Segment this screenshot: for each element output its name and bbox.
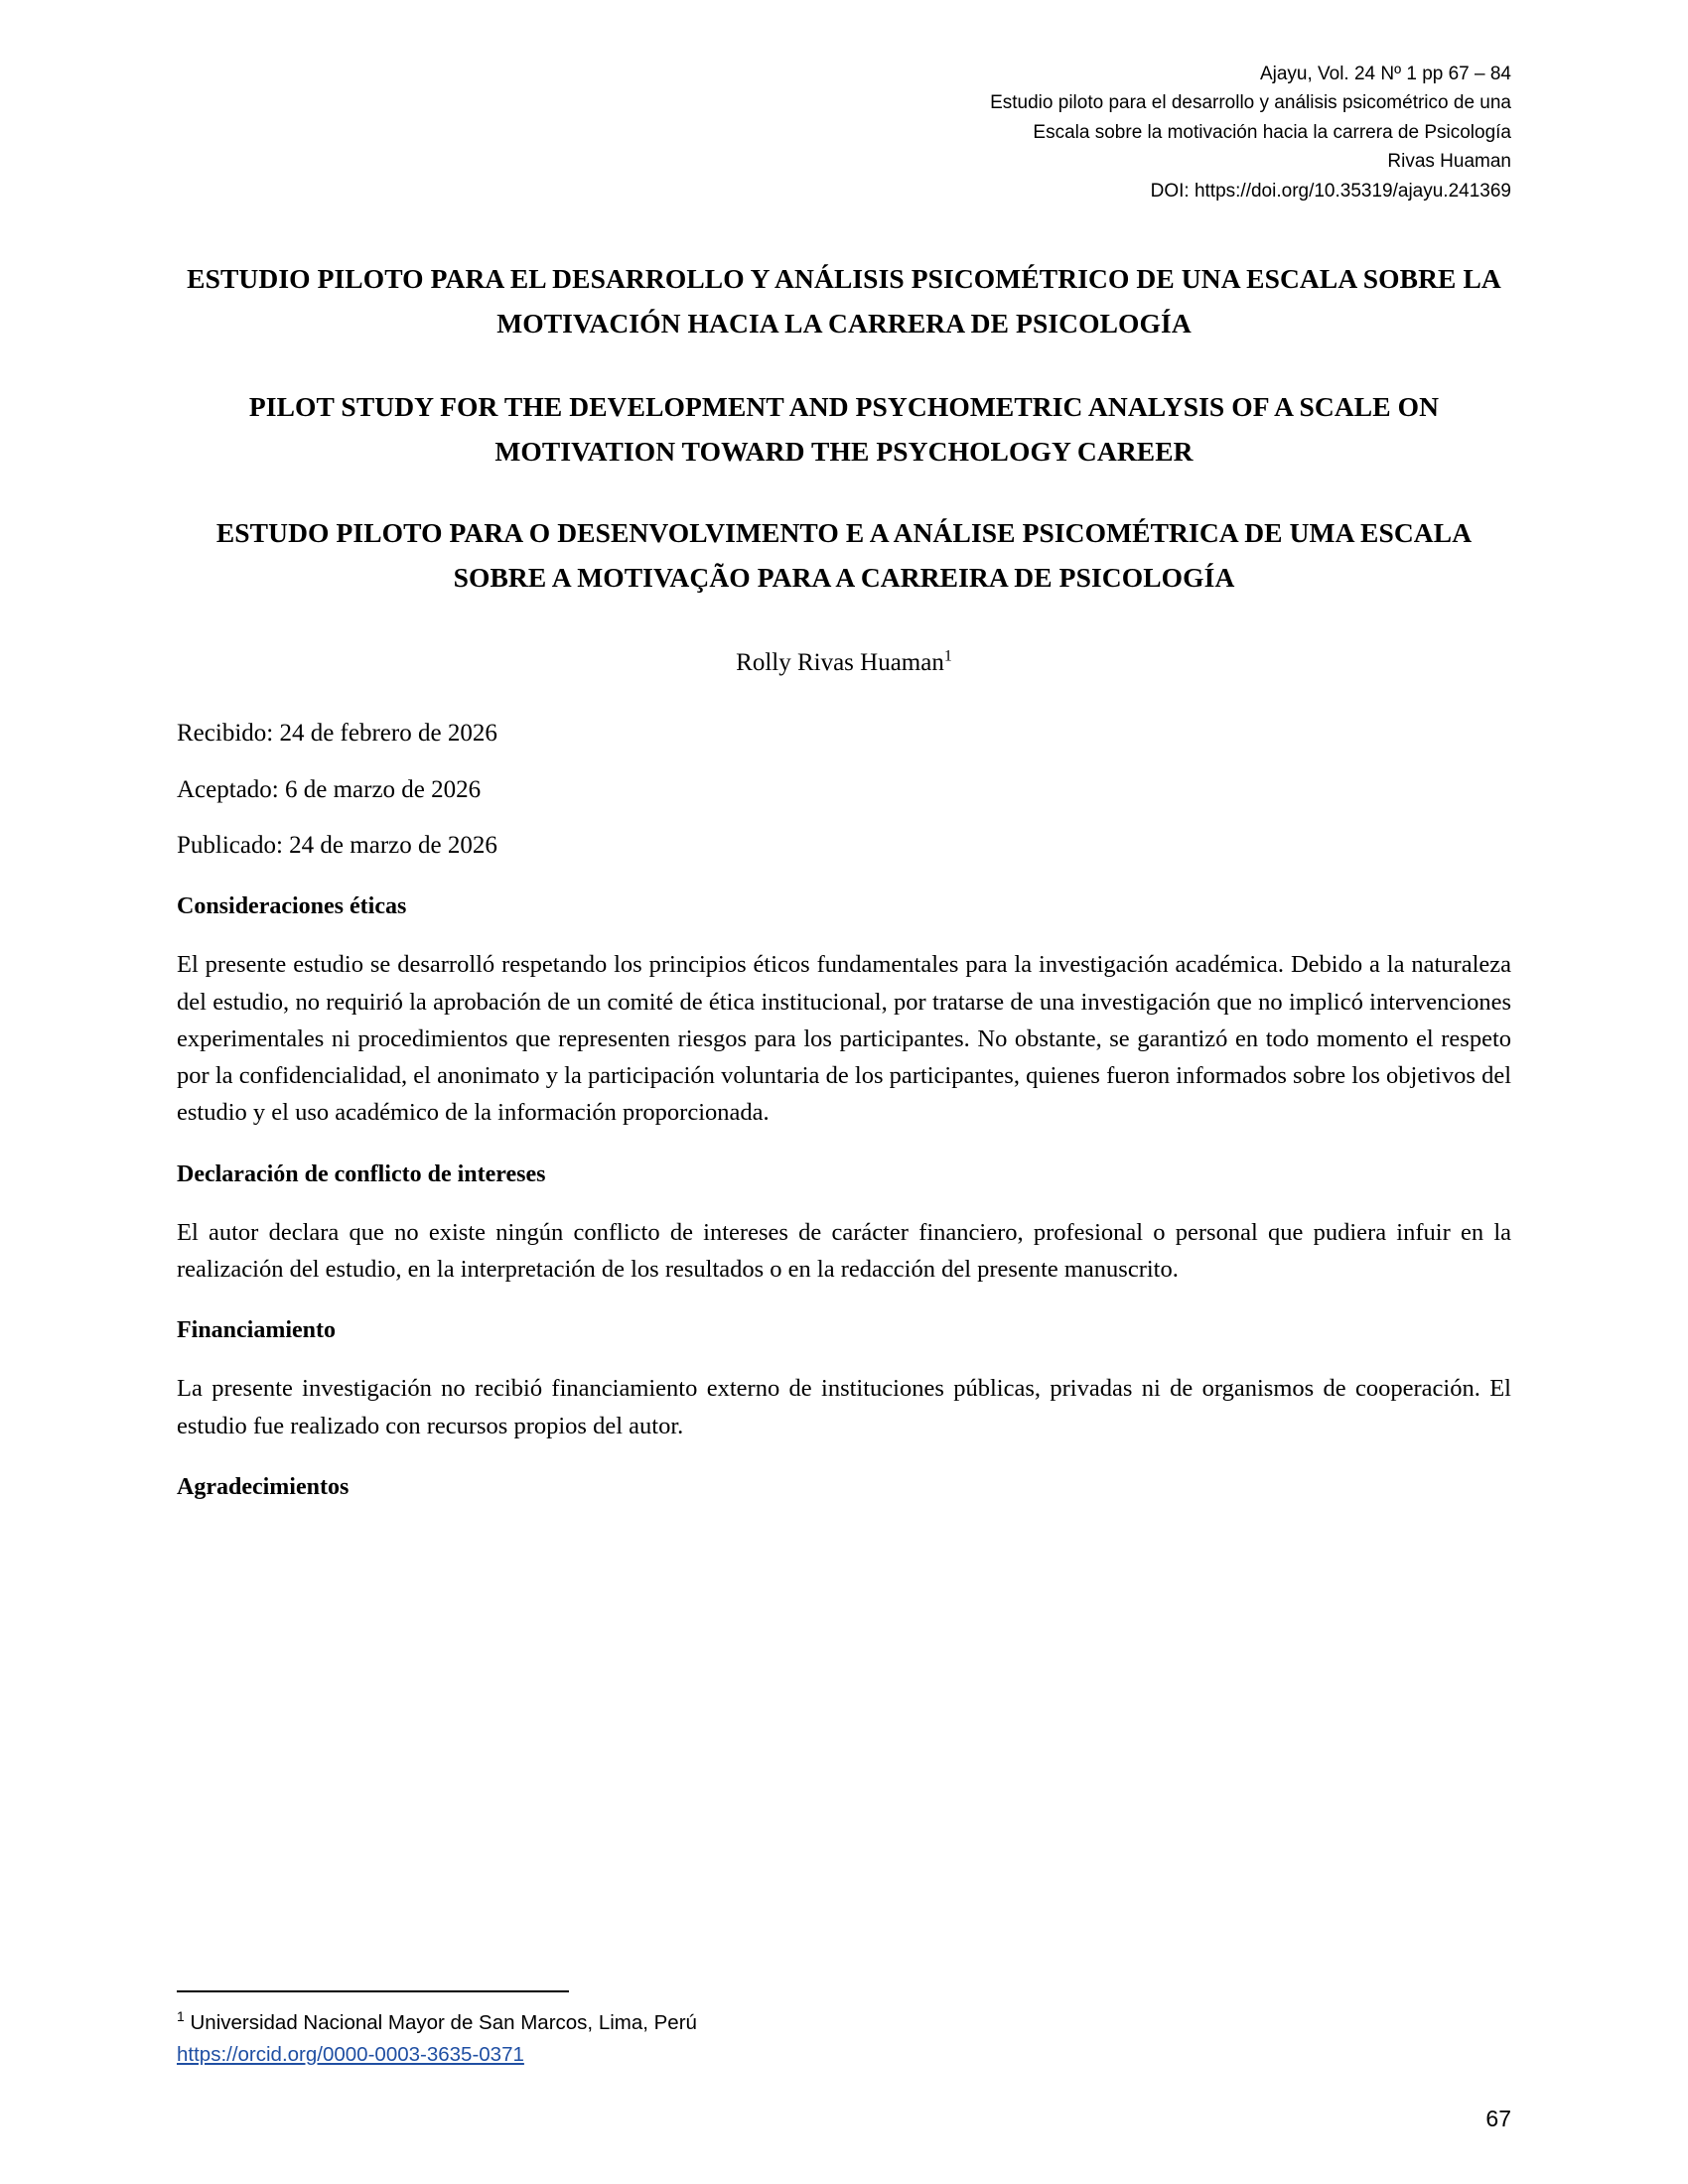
section-text-conflict: El autor declara que no existe ningún conflicto de intereses de carácter financiero, profesional o personal que pudiera infuir en la realización del estudio, en la interpretación de los resultados o en la redacción del presente manuscrito. — [177, 1218, 1511, 1283]
section-heading-ethics: Consideraciones éticas — [177, 893, 407, 920]
running-head — [177, 60, 1511, 205]
page-number: 67 — [1485, 2106, 1511, 2131]
section-text-funding: La presente investigación no recibió financiamiento externo de instituciones públicas, privadas ni de organismos de cooperación. El estudio fue realizado con recursos propios del autor. — [177, 1375, 1511, 1439]
title-english: PILOT STUDY FOR THE DEVELOPMENT AND PSYCHOMETRIC ANALYSIS OF A SCALE ON MOTIVATION TOWARD THE PSYCHOLOGY CAREER — [248, 391, 1440, 467]
author-affiliation-marker: 1 — [943, 648, 952, 666]
date-received: Recibido: 24 de febrero de 2026 — [177, 720, 497, 748]
author-name: Rolly Rivas Huaman — [736, 649, 944, 677]
running-head-line-2: Estudio piloto para el desarrollo y análisis psicométrico de una — [990, 92, 1511, 114]
footnote-separator-rule — [177, 1990, 569, 1992]
section-text-ethics: El presente estudio se desarrolló respetando los principios éticos fundamentales para la investigación académica. Debido a la naturaleza del estudio, no requirió la aprobación de un comité de ética institucional, por tratarse de una investigación que no implicó intervenciones experimentales ni procedimientos que representen riesgos para los participantes. No obstante, se garantizó en todo momento el respeto por la confidencialidad, el anonimato y la participación voluntaria de los participantes, quienes fueron informados sobre los objetivos del estudio y el uso académico de la información proporcionada. — [177, 951, 1511, 1127]
title-portuguese: ESTUDO PILOTO PARA O DESENVOLVIMENTO E A ANÁLISE PSICOMÉTRICA DE UMA ESCALA SOBRE A MOTIVAÇÃO PARA A CARREIRA DE PSICOLOGÍA — [215, 517, 1473, 593]
title-spanish: ESTUDIO PILOTO PARA EL DESARROLLO Y ANÁLISIS PSICOMÉTRICO DE UNA ESCALA SOBRE LA MOTIVACIÓN HACIA LA CARRERA DE PSICOLOGÍA — [187, 263, 1501, 339]
orcid-link[interactable]: https://orcid.org/0000-0003-3635-0371 — [177, 2043, 524, 2066]
author-line — [177, 645, 1511, 680]
title-block — [177, 257, 1511, 600]
section-heading-funding: Financiamiento — [177, 1317, 336, 1344]
section-heading-conflict: Declaración de conflicto de intereses — [177, 1160, 546, 1187]
footnote-block — [177, 1990, 1511, 2067]
footnote-affiliation-text: Universidad Nacional Mayor de San Marcos, Lima, Perú — [184, 2011, 697, 2035]
date-accepted: Aceptado: 6 de marzo de 2026 — [177, 775, 482, 803]
running-head-line-4: Rivas Huaman — [1387, 151, 1511, 173]
publication-dates — [177, 716, 1511, 864]
running-head-doi: DOI: https://doi.org/10.35319/ajayu.241369 — [1150, 180, 1511, 202]
section-heading-acknowledgments: Agradecimientos — [177, 1473, 350, 1500]
date-published: Publicado: 24 de marzo de 2026 — [177, 831, 497, 859]
running-head-line-1: Ajayu, Vol. 24 Nº 1 pp 67 – 84 — [1259, 64, 1511, 84]
footnote-affiliation — [177, 2006, 1511, 2039]
running-head-line-3: Escala sobre la motivación hacia la carrera de Psicología — [1033, 121, 1511, 143]
footnote-marker: 1 — [177, 2008, 185, 2025]
